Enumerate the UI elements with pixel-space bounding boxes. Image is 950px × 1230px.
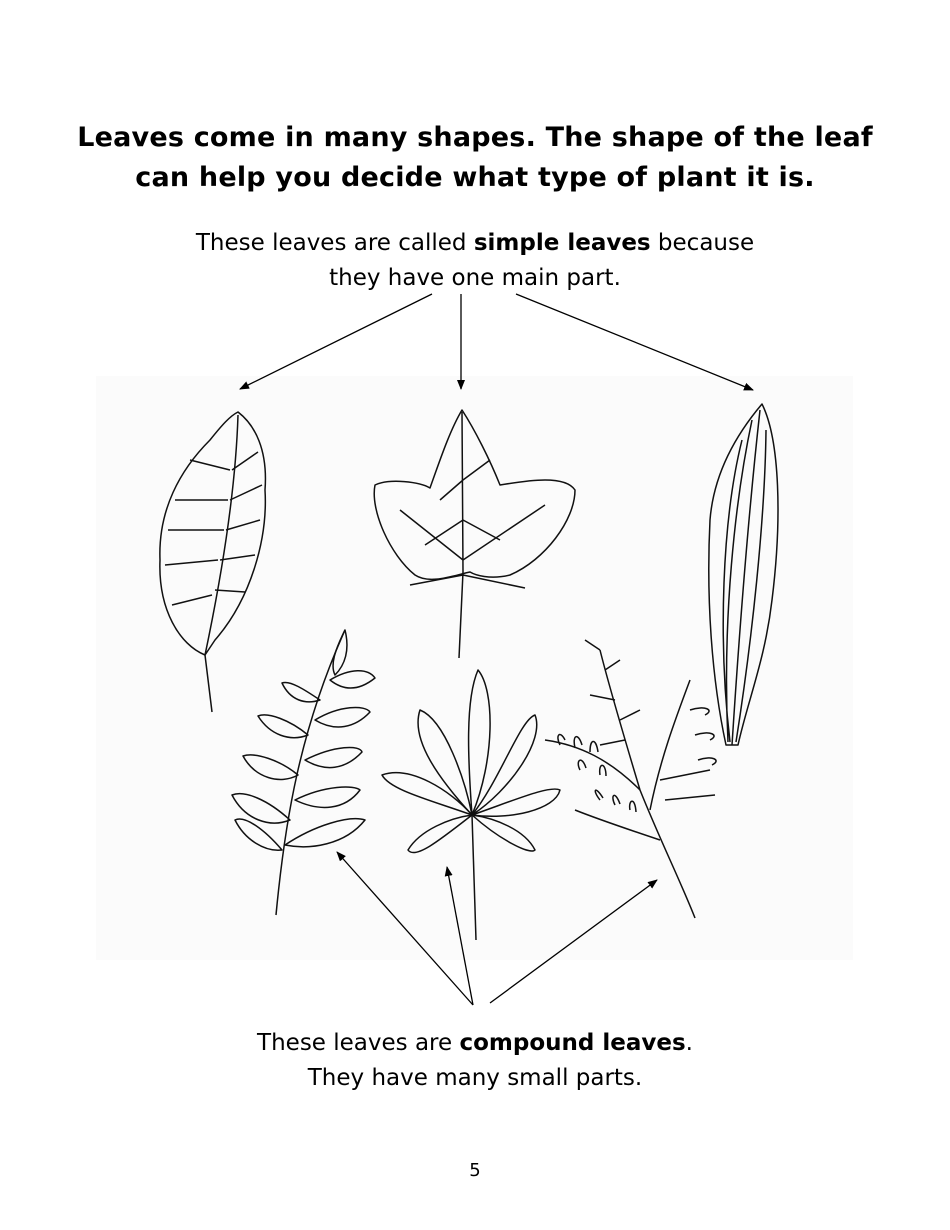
- caption-text: they have one main part.: [329, 265, 621, 291]
- caption-text: These leaves are called: [195, 230, 474, 256]
- heading-line-1: Leaves come in many shapes. The shape of the leaf: [77, 122, 873, 153]
- ivy-leaf-drawing: [374, 410, 575, 658]
- arrow-to-oval-leaf: [240, 294, 432, 389]
- caption-text: These leaves are: [257, 1030, 460, 1056]
- arrow-to-palmate-leaf: [447, 867, 473, 1005]
- caption-text: They have many small parts.: [307, 1065, 643, 1091]
- caption-text: .: [685, 1030, 693, 1056]
- simple-leaves-term: simple leaves: [473, 230, 651, 256]
- compound-leaves-term: compound leaves: [459, 1030, 686, 1056]
- page-number: 5: [469, 1160, 481, 1181]
- caption-text: because: [650, 230, 755, 256]
- grass-leaf-drawing: [709, 404, 778, 745]
- arrow-to-ash-leaf: [337, 852, 473, 1005]
- oval-leaf-drawing: [160, 412, 266, 712]
- palmate-leaf-drawing: [382, 670, 560, 940]
- arrow-to-fern-leaf: [490, 880, 657, 1003]
- compound-leaves-caption: [0, 1026, 950, 1096]
- arrow-to-grass-leaf: [516, 294, 753, 390]
- fern-leaf-drawing: [545, 640, 716, 918]
- heading-line-2: can help you decide what type of plant it is.: [135, 162, 815, 193]
- ash-leaf-drawing: [232, 630, 375, 915]
